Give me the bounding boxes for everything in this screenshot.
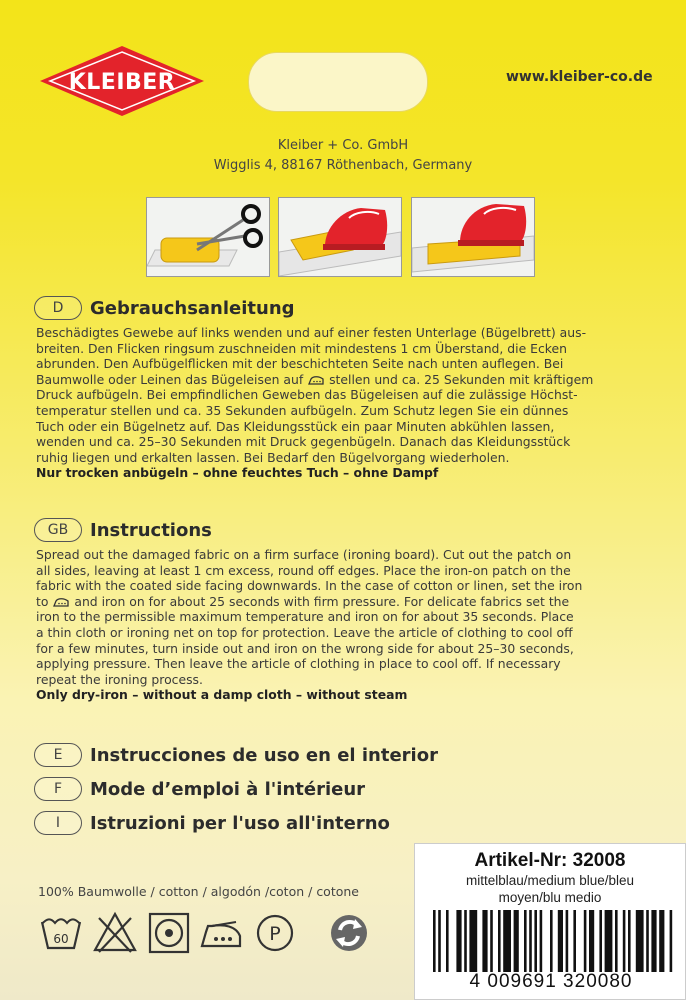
barcode-bar [433,910,436,972]
article-number: Artikel-Nr: 32008 [474,850,626,871]
barcode-bar [584,910,587,972]
barcode-bar [646,910,649,972]
barcode-bar [446,910,449,972]
barcode-bar [540,910,543,972]
text-line: repeat the ironing process. [36,671,203,687]
barcode-bar [524,910,527,972]
text-line: fabric with the coated side facing downwards. In the case of cotton or linen, set the iron [36,578,583,594]
lang-code-es: E [34,743,82,767]
barcode-bar [550,910,553,972]
barcode-bar [573,910,576,972]
text-line: breiten. Den Flicken ringsum zuschneiden mit mindestens 1 cm Überstand, die Ecken [36,340,568,356]
section-de-text [36,325,656,481]
text-line: for a few minutes, turn inside out and iron on the wrong side for about 25–30 seconds, [36,640,574,656]
barcode-bar [558,910,563,972]
barcode-bar [659,910,664,972]
barcode-bar [636,910,644,972]
barcode-bar [566,910,569,972]
text-line: iron to the permissible maximum temperature and iron on for about 35 seconds. Place [36,609,574,625]
text-line: temperatur stellen und ca. 35 Sekunden aufbügeln. Zum Schutz legen Sie ein dünnes [36,402,569,418]
barcode-bar [438,910,441,972]
section-de-title: Gebrauchsanleitung [90,297,295,319]
section-de-heading [34,296,295,320]
section-gb-title: Instructions [90,519,212,541]
text-line: wenden und ca. 25–30 Sekunden mit Druck gegenbügeln. Danach das Kleidungsstück [36,434,571,450]
section-fr-heading [34,777,365,801]
barcode [427,910,677,972]
barcode-bar [498,910,501,972]
text-line: Beschädigtes Gewebe auf links wenden und auf einer festen Unterlage (Bügelbrett) aus- [36,325,587,340]
barcode-bar [623,910,626,972]
dry-clean-p-icon [252,910,298,956]
iron-setting-icon [52,597,70,607]
iron-pressing-patch-icon [411,197,535,277]
recycling-icon [326,910,372,956]
text-line: applying pressure. Then leave the article of clothing in place to cool off. If necessary [36,656,561,672]
section-es-heading [34,743,438,767]
company-address: Wigglis 4, 88167 Röthenbach, Germany [213,158,473,173]
text-line: Baumwolle oder Leinen das Bügeleisen auf [36,371,304,387]
lang-code-fr: F [34,777,82,801]
logo-text: KLEIBER [68,70,176,95]
dry-clean-letter: P [269,923,281,945]
barcode-bar [599,910,602,972]
barcode-bar [529,910,532,972]
tumble-dry-icon [146,910,192,956]
section-fr-title: Mode d’emploi à l'intérieur [90,778,366,800]
color-line-2: moyen/blu medio [498,890,602,905]
hang-hole [248,52,428,112]
text-line: all sides, leaving at least 1 cm excess, round off edges. Place the iron-on patch on the [36,562,571,578]
scissors-cut-patch-icon [146,197,270,277]
text-line: Spread out the damaged fabric on a firm surface (ironing board). Cut out the patch on [36,547,572,562]
barcode-bar [490,910,493,972]
iron-setting-icon [307,375,325,385]
lang-code-it: I [34,811,82,835]
text-line: Druck aufbügeln. Bei empfindlichen Geweben das Bügeleisen auf die zulässige Höchst- [36,387,578,403]
no-bleach-icon [92,910,138,956]
lang-code-gb: GB [34,518,82,542]
text-line: Tuch oder ein Bügelnetz auf. Das Kleidungsstück ein paar Minuten abkühlen lassen, [36,418,555,434]
kleiber-logo [38,44,206,118]
barcode-bar [456,910,461,972]
barcode-bar [503,910,511,972]
barcode-bar [651,910,656,972]
section-de-warning: Nur trocken anbügeln – ohne feuchtes Tuch – ohne Dampf [36,465,439,481]
company-name: Kleiber + Co. GmbH [277,138,409,153]
section-es-title: Instrucciones de uso en el interior [90,744,438,766]
wash-temperature: 60 [53,932,69,946]
iron-three-dots-icon [198,910,244,956]
barcode-bar [514,910,519,972]
material-composition: 100% Baumwolle / cotton / algodón /coton / cotone [38,884,359,899]
wash-60-icon [38,910,84,956]
barcode-bar [589,910,594,972]
barcode-bar [628,910,631,972]
barcode-bar [670,910,673,972]
text-line: and iron on for about 25 seconds with firm pressure. For delicate fabrics set the [74,593,570,609]
text-line: ruhig liegen und erkalten lassen. Bei Bedarf den Bügelvorgang wiederholen. [36,449,510,465]
barcode-bar [605,910,613,972]
color-line-1: mittelblau/medium blue/bleu [465,873,635,888]
section-gb-heading [34,518,212,542]
lang-code-de: D [34,296,82,320]
text-line: abrunden. Den Aufbügelflicken mit der beschichteten Seite nach unten auflegen. Bei [36,356,564,372]
section-gb-text [36,547,656,703]
barcode-bar [482,910,487,972]
text-line: stellen und ca. 25 Sekunden mit kräftigem [329,371,594,387]
barcode-bar [534,910,537,972]
barcode-bar [469,910,477,972]
text-line: a thin cloth or ironing net on top for protection. Leave the article of clothing to cool off [36,624,573,640]
barcode-number: 4 009691 320080 [469,971,633,992]
section-it-heading [34,811,390,835]
barcode-bar [615,910,618,972]
article-label [414,843,686,1000]
barcode-bar [464,910,467,972]
section-it-title: Istruzioni per l'uso all'interno [90,812,390,834]
text-line: to [36,593,49,609]
section-gb-warning: Only dry-iron – without a damp cloth – without steam [36,687,408,703]
iron-on-patch-icon [278,197,402,277]
website-url: www.kleiber-co.de [506,69,653,85]
